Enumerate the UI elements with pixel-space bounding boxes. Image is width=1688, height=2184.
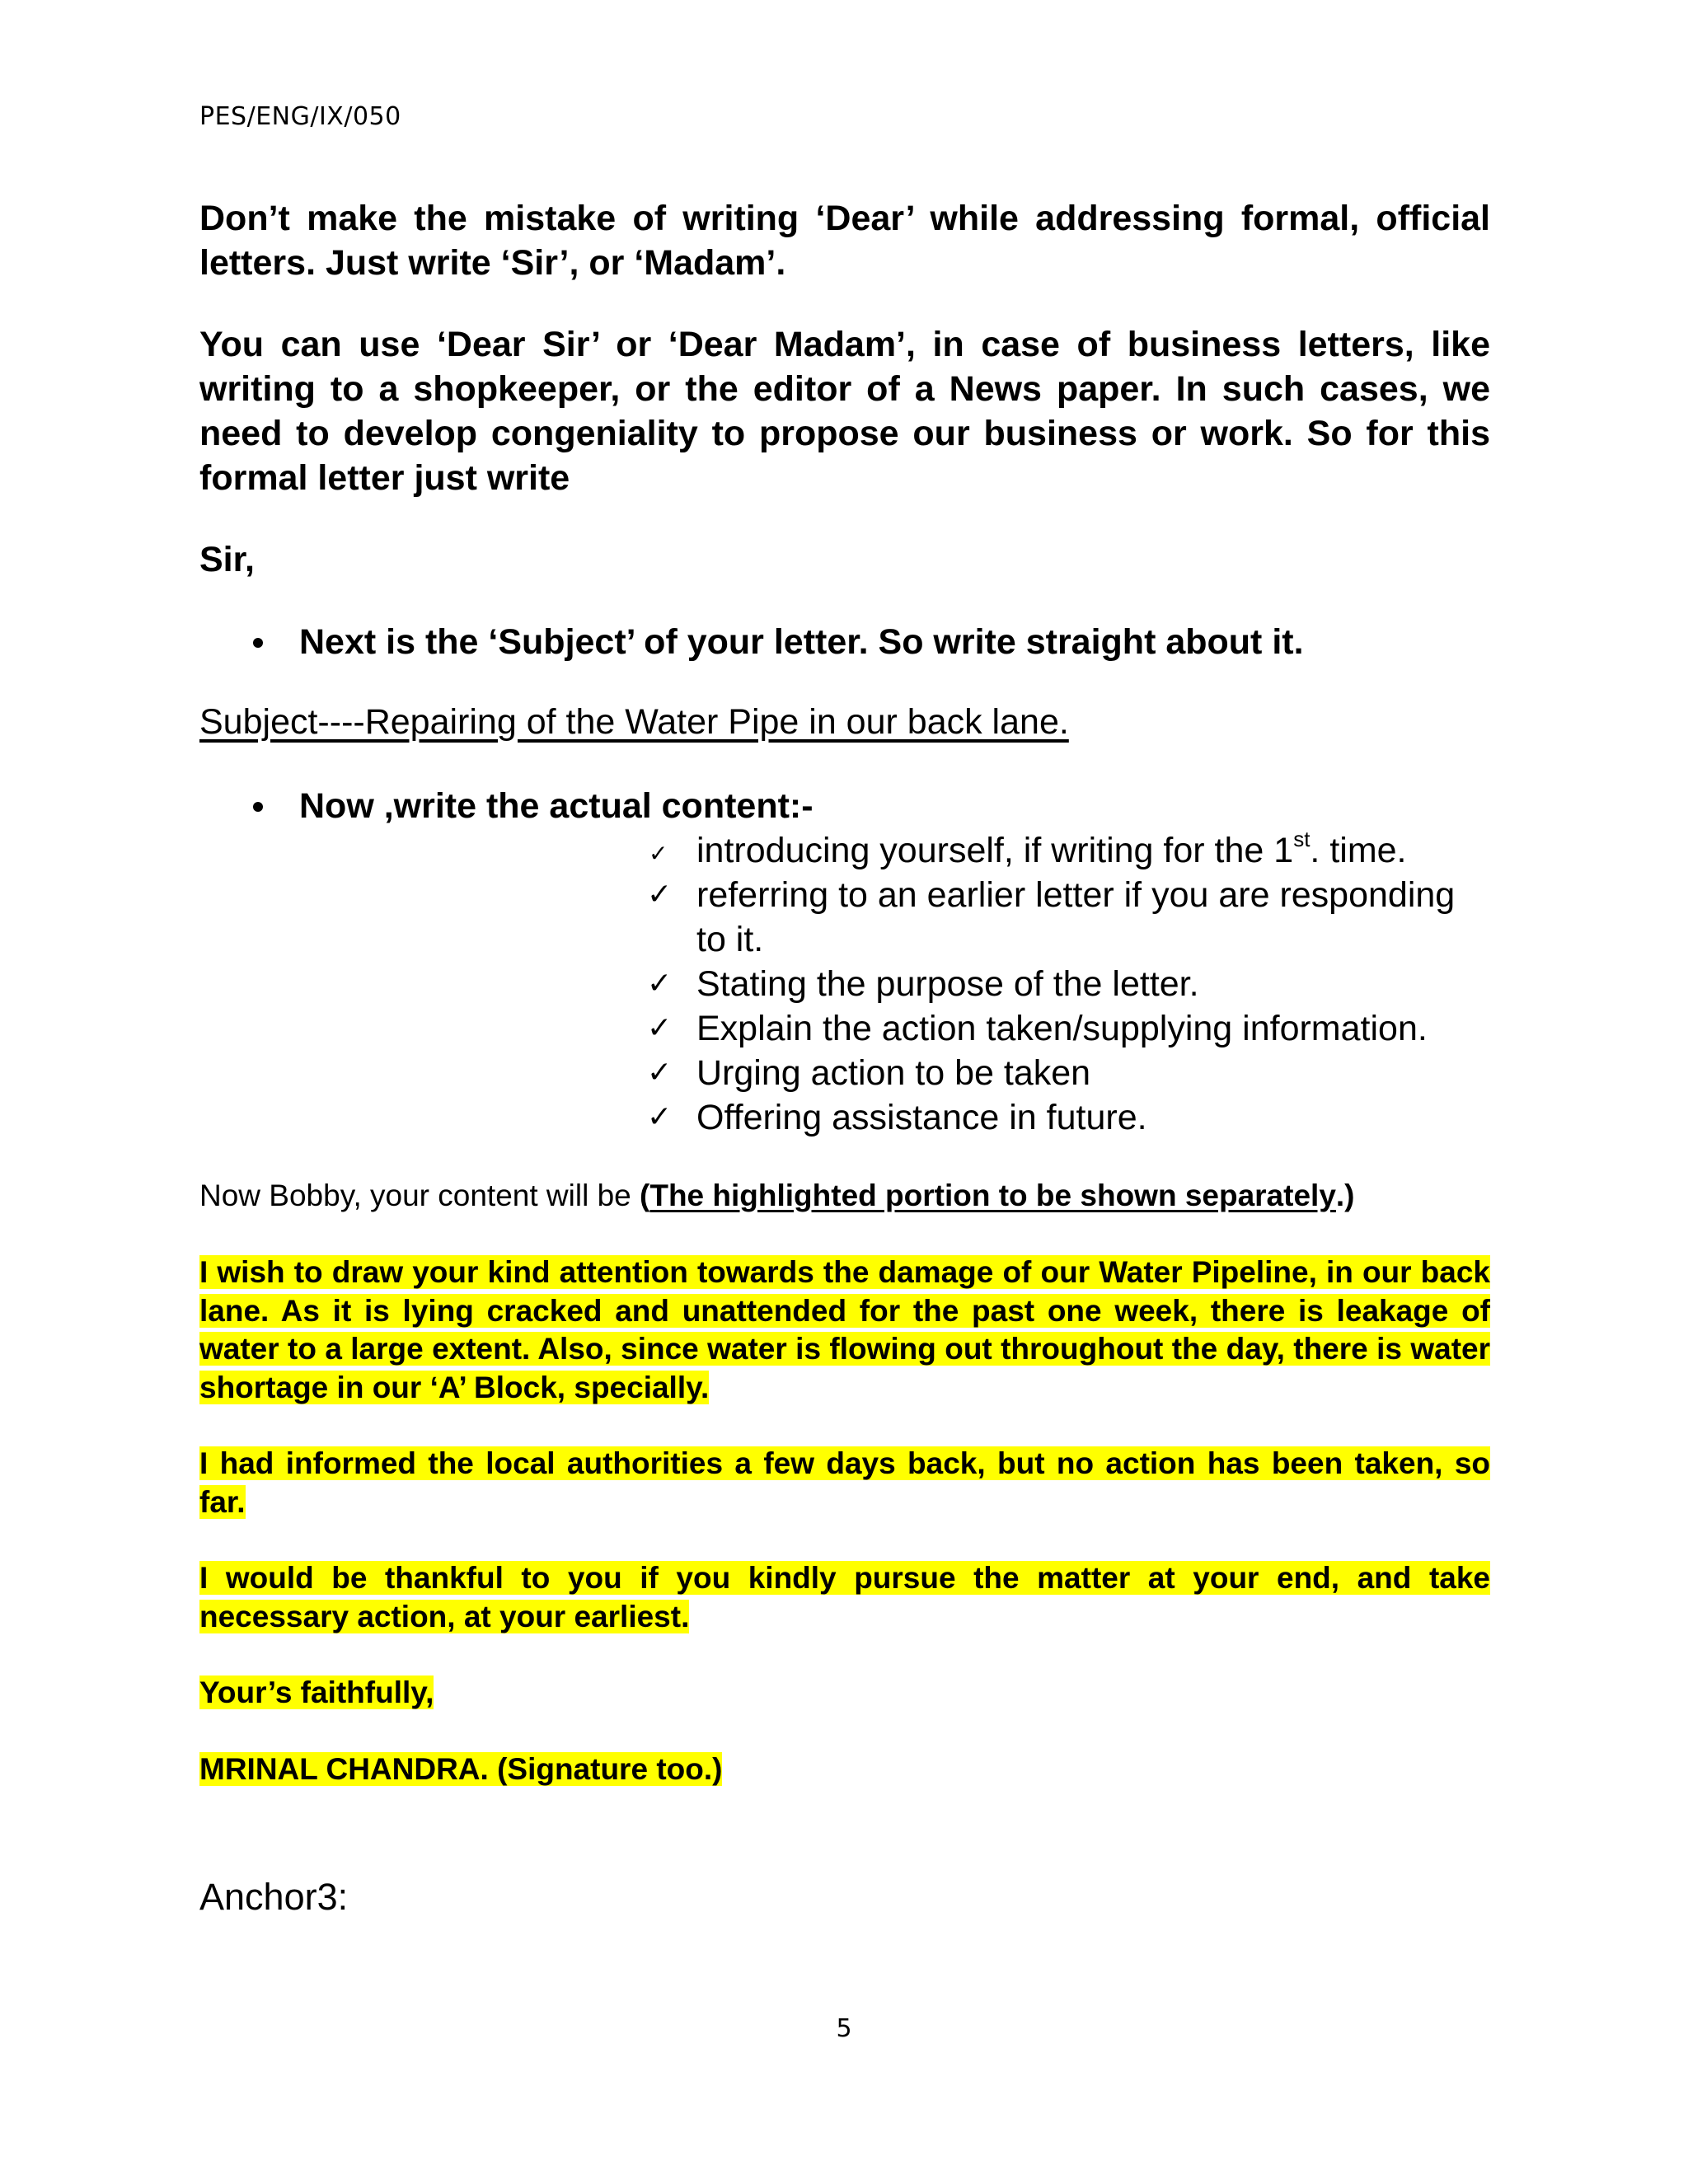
page-number: 5 (836, 2014, 852, 2043)
checklist-item: ✓ Urging action to be taken (645, 1051, 1490, 1095)
checklist-item: ✓ Stating the purpose of the letter. (645, 962, 1490, 1006)
bullet-subject-text: Next is the ‘Subject’ of your letter. So write straight about it. (299, 622, 1304, 662)
checkmark-icon: ✓ (647, 878, 673, 912)
letter-paragraph-3: I would be thankful to you if you kindly pursue the matter at your end, and take necessary action, at your earliest. (199, 1561, 1490, 1633)
checklist-item: ✓ Explain the action taken/supplying information. (645, 1006, 1490, 1051)
checkmark-icon: ✓ (647, 967, 673, 1001)
checkmark-icon: ✓ (647, 1056, 673, 1090)
anchor-label: Anchor3: (199, 1876, 349, 1918)
checkmark-icon: ✓ (649, 840, 668, 867)
letter-signature: MRINAL CHANDRA. (Signature too.) (199, 1751, 723, 1786)
document-code: PES/ENG/IX/050 (199, 102, 401, 131)
letter-closing: Your’s faithfully, (199, 1675, 434, 1709)
checklist-item: ✓ Offering assistance in future. (645, 1095, 1490, 1140)
salutation: Sir, (199, 540, 255, 579)
content-checklist (199, 828, 1490, 1140)
bullet-icon (253, 802, 263, 812)
intro-paragraph-2: You can use ‘Dear Sir’ or ‘Dear Madam’, in case of business letters, like writing to a shopkeeper, or the editor of a News paper. In such cases, we need to develop congeniality to propose our business or work. So for this formal letter just write (199, 325, 1490, 498)
checklist-item: ✓ referring to an earlier letter if you are responding to it. (645, 873, 1490, 962)
bullet-subject (199, 620, 1490, 664)
checkmark-icon: ✓ (647, 1100, 673, 1134)
intro-paragraph-1: Don’t make the mistake of writing ‘Dear’ while addressing formal, official letters. Just write ‘Sir’, or ‘Madam’. (199, 199, 1490, 283)
note-emphasis: The highlighted portion to be shown separately (649, 1179, 1336, 1212)
bullet-icon (253, 638, 263, 648)
checklist-item: ✓ introducing yourself, if writing for the 1st. time. (645, 828, 1490, 873)
subject-line: Subject----Repairing of the Water Pipe in our back lane. (199, 702, 1069, 742)
checkmark-icon: ✓ (647, 1011, 673, 1045)
letter-paragraph-1: I wish to draw your kind attention towards the damage of our Water Pipeline, in our back lane. As it is lying cracked and unattended for the past one week, there is leakage of water to a large extent. Also, since water is flowing out throughout the day, there is water shortage in our ‘A’ Block, specially. (199, 1255, 1490, 1404)
bullet-content (199, 784, 1490, 828)
content-note: Now Bobby, your content will be (The highlighted portion to be shown separately.) (199, 1179, 1355, 1212)
letter-paragraph-2: I had informed the local authorities a few days back, but no action has been taken, so far. (199, 1446, 1490, 1519)
bullet-content-text: Now ,write the actual content:- (299, 786, 814, 826)
document-body (199, 196, 1490, 1788)
